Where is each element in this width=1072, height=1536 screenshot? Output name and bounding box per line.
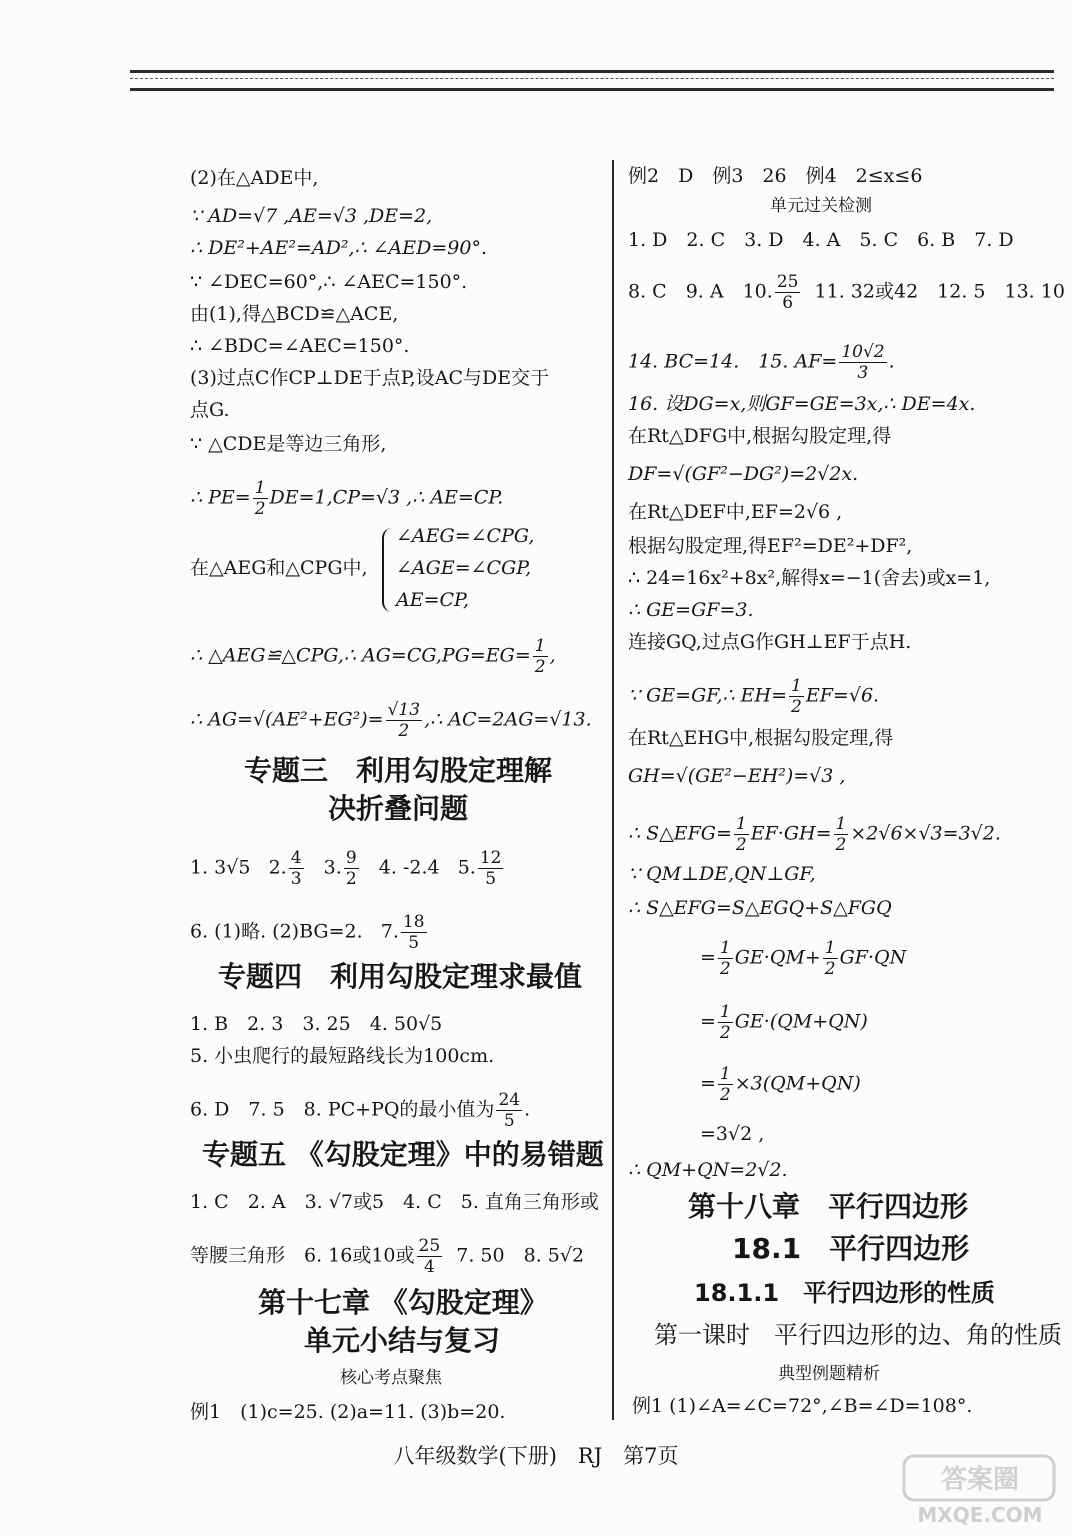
subsection-label: 核心考点聚焦: [340, 1368, 442, 1388]
text-span: GE·(QM+QN): [734, 1010, 868, 1033]
fraction-denominator: 5: [503, 1111, 515, 1131]
fraction: [718, 1002, 733, 1043]
text-span: 6. D 7. 5 8. PC+PQ的最小值为: [190, 1098, 495, 1121]
text-span: =: [700, 1072, 716, 1095]
text-span: ,∴ AC=2AG=√13.: [424, 708, 592, 731]
answer-line: 例1 (1)∠A=∠C=72°,∠B=∠D=108°.: [632, 1395, 973, 1417]
fraction-denominator: 5: [408, 933, 420, 953]
text-span: DE=1,CP=√3 ,∴ AE=CP.: [269, 486, 504, 509]
text-span: 8. C 9. A 10.: [628, 280, 773, 303]
page-footer: 八年级数学(下册) RJ 第7页: [393, 1444, 679, 1468]
text-span: ∴ △AEG≌△CPG,∴ AG=CG,PG=EG=: [190, 644, 531, 667]
text-line: [190, 636, 556, 677]
text-span: ∴ AG=√(AE²+EG²)=: [190, 708, 384, 731]
fraction-denominator: 6: [782, 293, 794, 313]
subsection-label: 单元过关检测: [770, 196, 872, 216]
fraction-denominator: 2: [824, 959, 836, 979]
fraction: [344, 848, 359, 889]
chapter-heading: 第十七章 《勾股定理》: [258, 1286, 548, 1319]
svg-text:MXQE.COM: MXQE.COM: [917, 1503, 1043, 1527]
fraction-numerator: 12: [479, 848, 502, 868]
section-heading: 专题三 利用勾股定理解: [244, 754, 553, 787]
fraction-numerator: 1: [735, 814, 747, 834]
text-span: .: [888, 350, 895, 373]
fraction-numerator: 1: [719, 938, 731, 958]
section-heading: 专题四 利用勾股定理求最值: [218, 960, 583, 993]
text-line: =3√2 ,: [700, 1123, 765, 1145]
fraction-denominator: 5: [485, 869, 497, 889]
fraction-numerator: 1: [791, 676, 802, 696]
column-divider: [612, 160, 614, 1420]
system-line: AE=CP,: [396, 589, 470, 611]
fraction-numerator: 25: [776, 272, 799, 292]
header-rule-top: [130, 70, 1054, 73]
text-line: [190, 478, 503, 519]
fraction-numerator: 25: [418, 1236, 441, 1256]
text-line: 在Rt△EHG中,根据勾股定理,得: [628, 727, 894, 749]
text-line: ∴ GE=GF=3.: [628, 599, 754, 621]
text-line: ∵ QM⊥DE,QN⊥GF,: [628, 863, 816, 885]
text-line: DF=√(GF²−DG²)=2√2x.: [628, 463, 859, 485]
fraction-numerator: √13: [387, 700, 421, 720]
text-span: 7. 50 8. 5√2: [456, 1244, 585, 1267]
fraction-numerator: 1: [719, 1002, 731, 1022]
text-span: ∴ S△EFG=: [628, 822, 732, 845]
fraction-numerator: 1: [719, 1064, 731, 1084]
chapter-heading: 第十八章 平行四边形: [688, 1190, 969, 1223]
fraction-numerator: 9: [345, 848, 357, 868]
fraction-denominator: 2: [398, 721, 410, 741]
answer-line: [190, 1090, 530, 1131]
fraction-denominator: 3: [290, 869, 302, 889]
text-line: [190, 700, 592, 741]
text-line: 连接GQ,过点G作GH⊥EF于点H.: [628, 631, 912, 653]
fraction-denominator: 3: [857, 363, 869, 383]
fraction: [478, 848, 504, 889]
text-span: ∵ GE=GF,∴ EH=: [628, 684, 788, 707]
text-line: [700, 938, 906, 979]
fraction-numerator: 24: [498, 1090, 521, 1110]
watermark-graphic: [900, 1450, 1060, 1530]
fraction-numerator: 1: [835, 814, 847, 834]
fraction: [734, 814, 749, 855]
text-line: (3)过点C作CP⊥DE于点P,设AC与DE交于: [190, 367, 550, 389]
text-span: ×2√6×√3=3√2.: [850, 822, 1001, 845]
answer-line: [190, 848, 505, 889]
section-heading: 决折叠问题: [328, 792, 469, 825]
text-span: 6. (1)略. (2)BG=2.: [190, 920, 363, 943]
fraction-denominator: 2: [345, 869, 357, 889]
answer-line: [628, 272, 1065, 313]
text-span: 14. BC=14. 15. AF=: [628, 350, 838, 373]
text-line: [700, 1002, 868, 1043]
text-line: GH=√(GE²−EH²)=√3 ,: [628, 765, 846, 787]
answer-line: 1. B 2. 3 3. 25 4. 50√5: [190, 1013, 443, 1035]
subsection-label: 典型例题精析: [778, 1364, 880, 1384]
fraction: [496, 1090, 522, 1131]
text-span: GF·QN: [839, 946, 907, 969]
text-line: ∴ 24=16x²+8x²,解得x=−1(舍去)或x=1,: [628, 567, 991, 589]
fraction-denominator: 2: [835, 835, 847, 855]
text-span: .: [524, 1098, 531, 1121]
text-line: (2)在△ADE中,: [190, 167, 319, 189]
text-span: ×3(QM+QN): [734, 1072, 861, 1095]
text-line: ∵ AD=√7 ,AE=√3 ,DE=2,: [190, 205, 433, 227]
text-span: =: [700, 946, 716, 969]
text-span: 4. -2.4: [378, 856, 440, 879]
system-line: ∠AGE=∠CGP,: [396, 557, 532, 579]
section-heading: 18.1 平行四边形: [732, 1232, 970, 1265]
section-heading: 专题五 《勾股定理》中的易错题: [202, 1138, 604, 1171]
fraction-denominator: 2: [719, 959, 731, 979]
answer-line: 1. C 2. A 3. √7或5 4. C 5. 直角三角形或: [190, 1191, 599, 1213]
fraction: [718, 938, 733, 979]
text-span: 等腰三角形 6. 16或10或: [190, 1244, 415, 1267]
fraction: [386, 700, 422, 741]
lesson-heading: 第一课时 平行四边形的边、角的性质: [654, 1321, 1062, 1349]
text-line: ∵ ∠DEC=60°,∴ ∠AEC=150°.: [190, 271, 468, 293]
text-line: 在△AEG和△CPG中,: [190, 557, 368, 579]
text-line: 点G.: [190, 399, 230, 421]
fraction: [289, 848, 304, 889]
text-span: ∴ PE=: [190, 486, 251, 509]
header-rule-dashed: [130, 78, 1054, 79]
fraction: [839, 342, 886, 383]
text-span: 7.: [380, 920, 399, 943]
text-span: ,: [549, 644, 556, 667]
answer-line: [190, 1236, 584, 1277]
fraction-denominator: 4: [423, 1257, 435, 1277]
fraction-denominator: 2: [719, 1085, 731, 1105]
text-line: [700, 1064, 861, 1105]
text-line: ∴ ∠BDC=∠AEC=150°.: [190, 335, 410, 357]
fraction-denominator: 2: [791, 697, 802, 717]
fraction-numerator: 18: [402, 912, 425, 932]
answer-line: [190, 912, 429, 953]
text-line: ∴ DE²+AE²=AD²,∴ ∠AED=90°.: [190, 237, 488, 259]
text-span: EF=√6.: [805, 684, 880, 707]
fraction: [533, 636, 548, 677]
subsection-heading: 18.1.1 平行四边形的性质: [694, 1279, 996, 1307]
text-line: ∴ QM+QN=2√2.: [628, 1159, 788, 1181]
fraction-denominator: 2: [254, 499, 266, 519]
fraction-numerator: 10√2: [841, 342, 885, 362]
fraction: [789, 676, 804, 717]
text-span: 11. 32或42 12. 5 13. 10: [814, 280, 1065, 303]
fraction-numerator: 1: [824, 938, 836, 958]
chapter-subheading: 单元小结与复习: [304, 1324, 501, 1357]
text-span: 3.: [323, 856, 342, 879]
text-line: 根据勾股定理,得EF²=DE²+DF²,: [628, 535, 913, 557]
answer-line: 1. D 2. C 3. D 4. A 5. C 6. B 7. D: [628, 229, 1014, 251]
system-line: ∠AEG=∠CPG,: [396, 525, 535, 547]
watermark-logo: [900, 1450, 1060, 1530]
svg-text:答案圈: 答案圈: [940, 1465, 1020, 1495]
text-span: 2.: [268, 856, 287, 879]
text-line: 由(1),得△BCD≌△ACE,: [190, 303, 399, 325]
text-span: =: [700, 1010, 716, 1033]
fraction-denominator: 2: [735, 835, 747, 855]
text-span: EF·GH=: [750, 822, 832, 845]
text-span: 5.: [457, 856, 476, 879]
text-line: [628, 676, 879, 717]
fraction-numerator: 1: [534, 636, 546, 656]
answer-line: 5. 小虫爬行的最短路线长为100cm.: [190, 1045, 495, 1067]
fraction: [401, 912, 427, 953]
fraction: [253, 478, 268, 519]
text-span: GE·QM+: [734, 946, 821, 969]
answer-line: [628, 342, 895, 383]
text-line: [628, 814, 1001, 855]
text-line: 在Rt△DFG中,根据勾股定理,得: [628, 425, 892, 447]
text-line: ∴ S△EFG=S△EGQ+S△FGQ: [628, 897, 892, 919]
fraction-numerator: 1: [254, 478, 266, 498]
brace: [382, 528, 394, 612]
fraction-denominator: 2: [719, 1023, 731, 1043]
header-rule-bottom: [130, 88, 1054, 91]
fraction: [834, 814, 849, 855]
text-line: 在Rt△DEF中,EF=2√6 ,: [628, 501, 843, 523]
fraction-numerator: 4: [290, 848, 302, 868]
fraction: [823, 938, 838, 979]
fraction: [417, 1236, 443, 1277]
fraction: [718, 1064, 733, 1105]
answer-line: 例2 D 例3 26 例4 2≤x≤6: [628, 165, 923, 187]
text-line: ∵ △CDE是等边三角形,: [190, 433, 387, 455]
fraction-denominator: 2: [534, 657, 546, 677]
answer-line: 例1 (1)c=25. (2)a=11. (3)b=20.: [190, 1401, 506, 1423]
text-line: 16. 设DG=x,则GF=GE=3x,∴ DE=4x.: [628, 393, 976, 415]
fraction: [775, 272, 801, 313]
text-span: 1. 3√5: [190, 856, 251, 879]
